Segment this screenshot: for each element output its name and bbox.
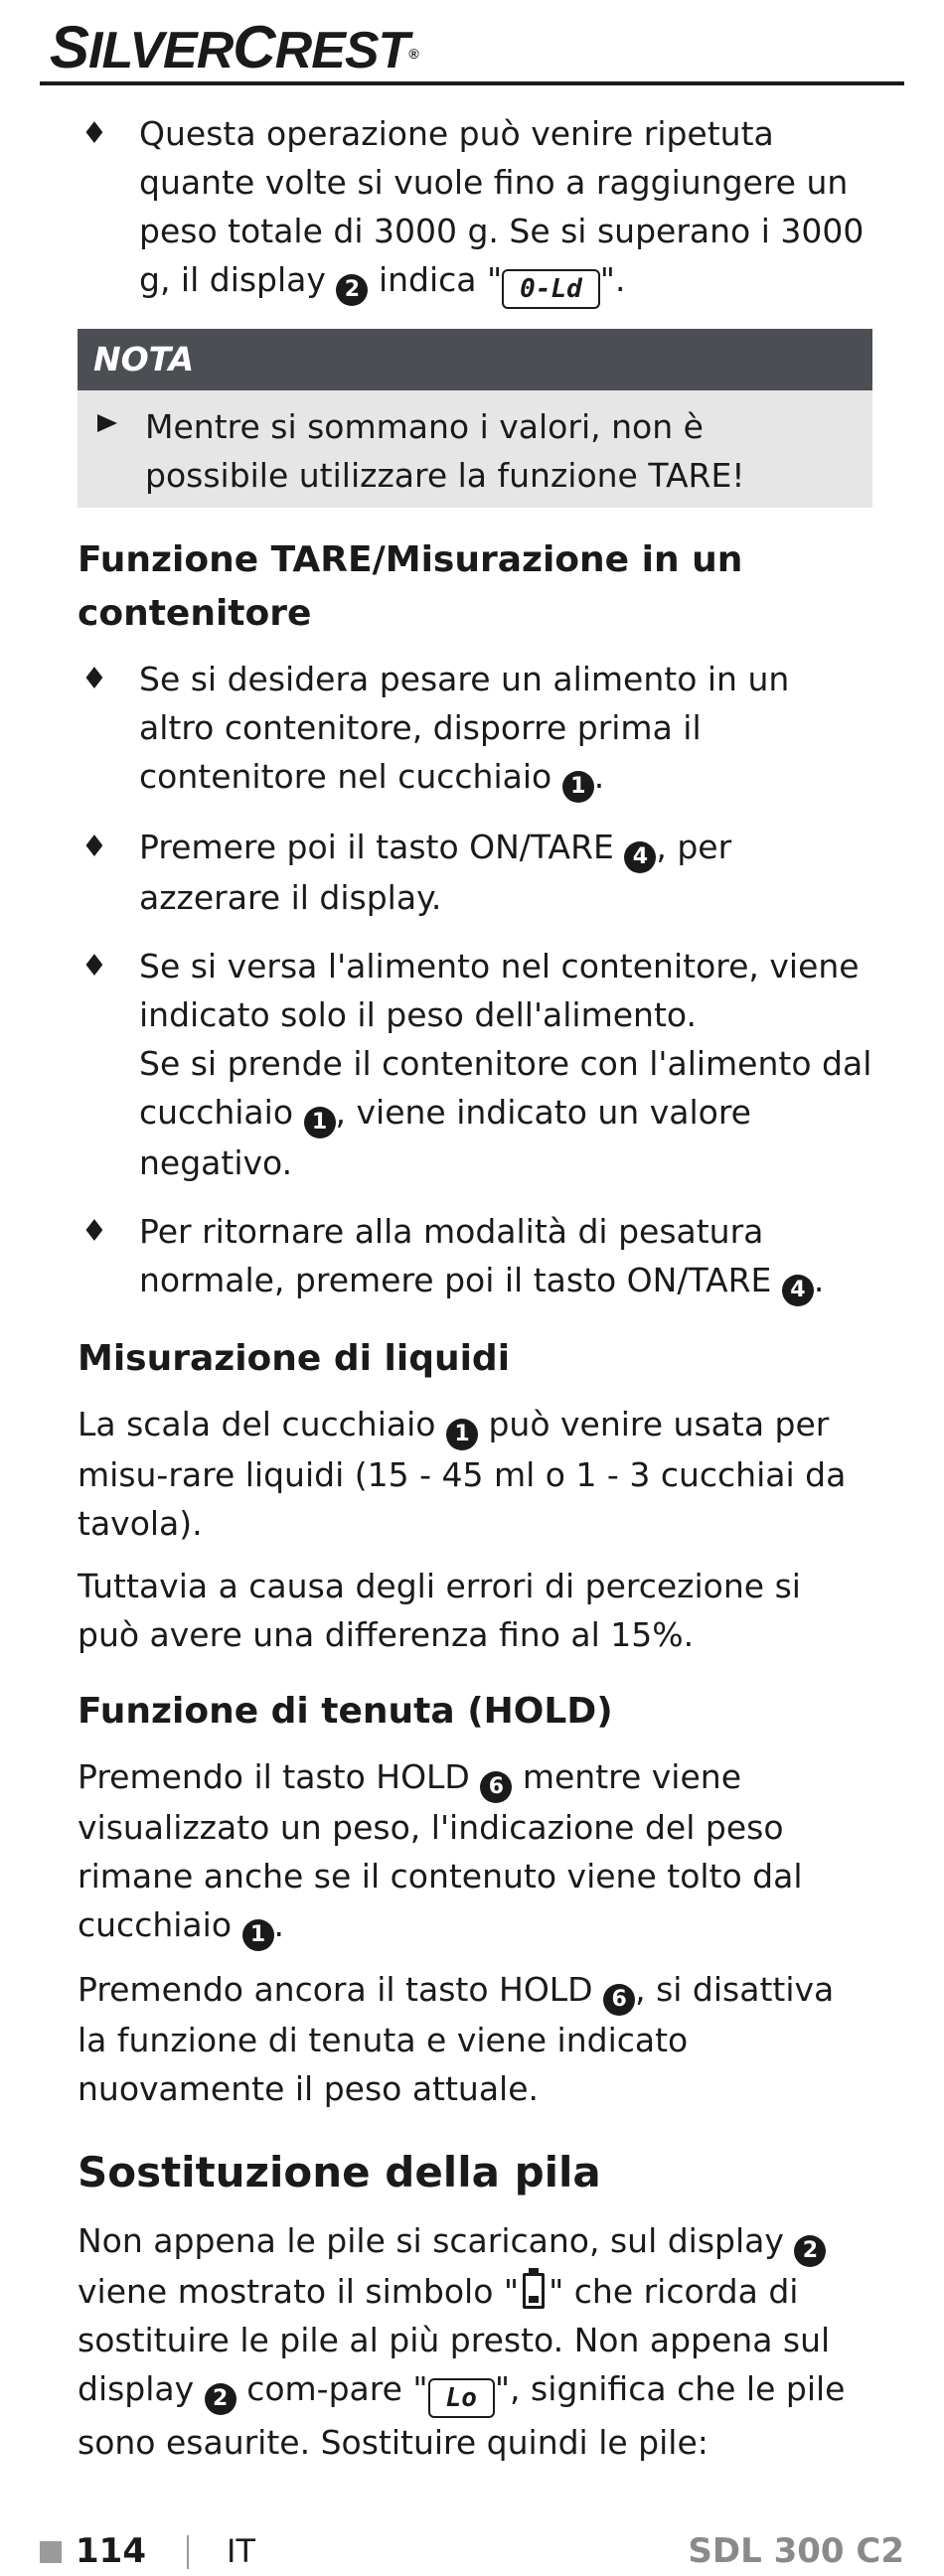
ref-number-badge: 4: [782, 1275, 814, 1306]
list-item: ♦ Premere poi il tasto ON/TARE 4 , per azzerare il display.: [78, 823, 872, 922]
ref-number-badge: 2: [205, 2383, 236, 2415]
ref-number-badge: 4: [624, 841, 656, 873]
list-item: ♦ Per ritornare alla modalità di pesatura normale, premere poi il tasto ON/TARE 4 .: [78, 1207, 872, 1306]
diamond-bullet-icon: ♦: [80, 830, 108, 864]
ref-number-badge: 2: [336, 274, 368, 306]
page-header: [40, 0, 904, 87]
language-code: IT: [227, 2532, 255, 2570]
header-rule: [40, 81, 904, 85]
intro-bullet: ♦ Questa operazione può venire ripetuta quante volte si vuole fino a raggiungere un peso totale di 3000 g. Se si superano i 3000 g, il display 2 indica " 0-Ld ".: [78, 109, 872, 309]
section-heading-pila: Sostituzione della pila: [78, 2148, 601, 2197]
lcd-display-symbol: Lo: [428, 2378, 495, 2418]
triangle-right-icon: [97, 414, 117, 432]
brand-logo: SILVERCREST®: [50, 14, 418, 80]
list-item: ♦ Se si versa l'alimento nel contenitore, viene indicato solo il peso dell'alimento. Se si prende il contenitore con l'alimento dal cucchiaio 1 , viene indicato un valore negativo.: [78, 942, 872, 1187]
ref-number-badge: 6: [480, 1771, 512, 1803]
diamond-bullet-icon: ♦: [80, 662, 108, 696]
page-footer: [40, 2531, 904, 2571]
section-heading-hold: Funzione di tenuta (HOLD): [78, 1691, 613, 1732]
ref-number-badge: 2: [794, 2235, 826, 2267]
note-title: NOTA: [78, 329, 872, 390]
section-heading-liquidi: Misurazione di liquidi: [78, 1338, 511, 1379]
ref-number-badge: 1: [562, 771, 594, 803]
note-box: [78, 329, 872, 508]
square-marker-icon: [40, 2541, 62, 2563]
ref-number-badge: 1: [446, 1419, 478, 1450]
battery-low-icon: [523, 2273, 545, 2309]
list-item: ♦ Se si desidera pesare un alimento in un altro contenitore, disporre prima il contenitore nel cucchiaio 1 .: [78, 655, 872, 803]
page-content: [78, 109, 872, 2481]
paragraph: Premendo ancora il tasto HOLD 6 , si disattiva la funzione di tenuta e viene indicato nuovamente il peso attuale.: [78, 1970, 835, 2108]
section-heading-tare: Funzione TARE/Misurazione in un contenitore: [78, 539, 743, 634]
diamond-bullet-icon: ♦: [80, 1214, 108, 1249]
ref-number-badge: 1: [242, 1919, 274, 1951]
note-body: [78, 390, 872, 508]
paragraph: Premendo il tasto HOLD 6 mentre viene visualizzato un peso, l'indicazione del peso rimane anche se il contenuto viene tolto dal cucchiaio 1 .: [78, 1752, 872, 1951]
ref-number-badge: 1: [304, 1107, 336, 1138]
note-text: Mentre si sommano i valori, non è possibile utilizzare la funzione TARE!: [145, 407, 745, 495]
paragraph: Tuttavia a causa degli errori di percezione si può avere una differenza fino al 15%.: [78, 1567, 801, 1654]
diamond-bullet-icon: ♦: [80, 949, 108, 984]
footer-divider: [187, 2535, 189, 2569]
paragraph: Non appena le pile si scaricano, sul display 2 viene mostrato il simbolo " " che ricorda di sostituire le pile al più presto. Non appena sul display 2 com-pare " Lo ", significa che le pile sono esaurite. Sostituire quindi le pile:: [78, 2221, 846, 2462]
page-number: 114: [76, 2531, 146, 2571]
ref-number-badge: 6: [603, 1984, 635, 2016]
paragraph: La scala del cucchiaio 1 può venire usata per misu-rare liquidi (15 - 45 ml o 1 - 3 cucchiai da tavola).: [78, 1405, 847, 1543]
diamond-bullet-icon: ♦: [80, 116, 108, 151]
model-number: SDL 300 C2: [688, 2531, 904, 2571]
lcd-display-symbol: 0-Ld: [502, 269, 600, 309]
